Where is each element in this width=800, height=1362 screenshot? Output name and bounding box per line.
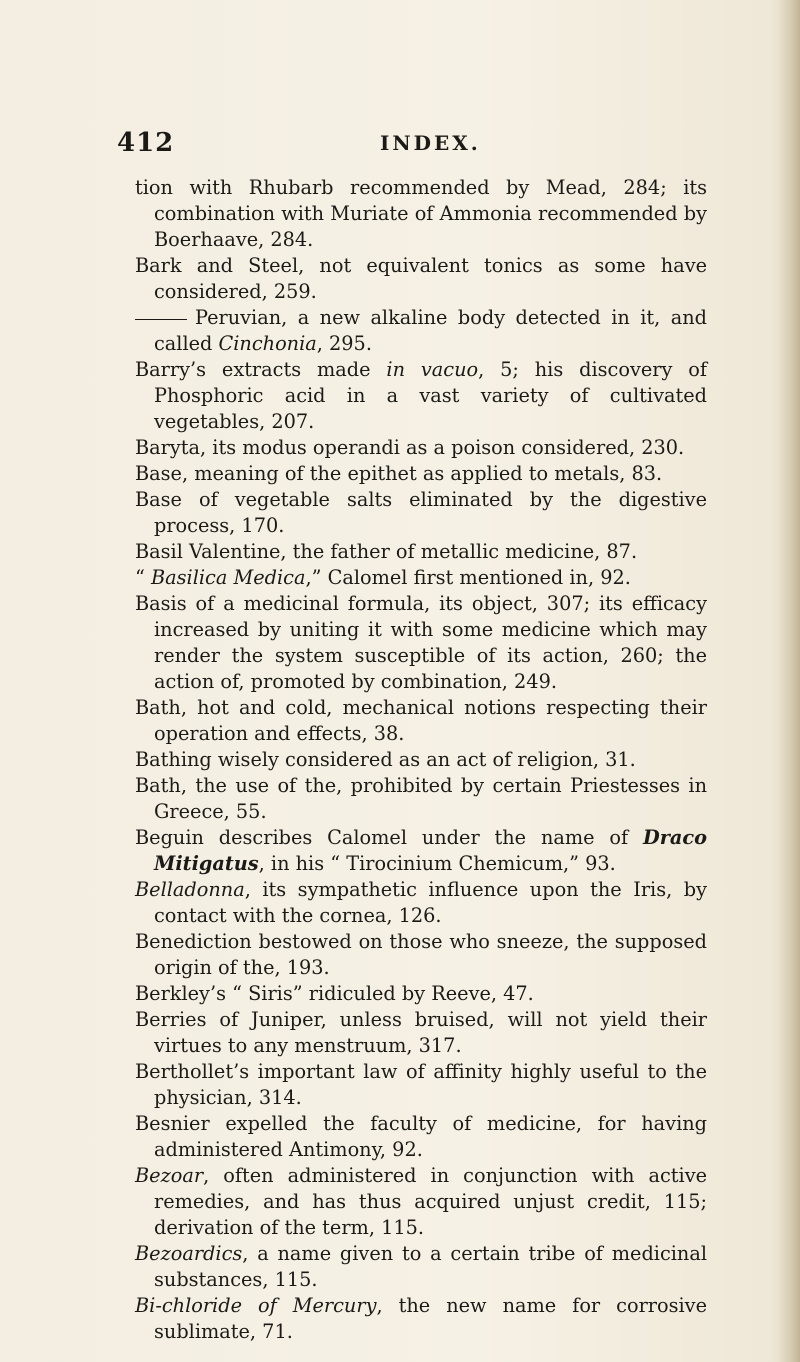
index-entry: tion with Rhubarb recommended by Mead, 284; its combination with Muriate of Ammonia recommended by Boerhaave, 284.: [135, 176, 707, 251]
entry-text: Barry’s extracts made: [135, 358, 387, 381]
entry-italic: Draco Mitigatus: [154, 826, 707, 875]
page-header: [0, 128, 800, 164]
index-entry: Baryta, its modus operandi as a poison considered, 230.: [135, 436, 685, 459]
index-entry: Basil Valentine, the father of metallic medicine, 87.: [135, 540, 638, 563]
index-entry: Base, meaning of the epithet as applied to metals, 83.: [135, 462, 663, 485]
index-entry: Base of vegetable salts eliminated by the digestive process, 170.: [135, 488, 707, 537]
index-entry: Benediction bestowed on those who sneeze, the supposed origin of the, 193.: [135, 930, 707, 979]
entry-text: , a name given to a certain tribe of medicinal substances, 115.: [154, 1242, 707, 1291]
entry-italic: Basilica Medica: [151, 566, 306, 589]
index-entry: [135, 825, 707, 877]
index-entry: Besnier expelled the faculty of medicine, for having administered Antimony, 92.: [135, 1112, 707, 1161]
entry-text: Beguin describes Calomel under the name of: [135, 826, 644, 849]
index-entry: Berthollet’s important law of affinity highly useful to the physician, 314.: [135, 1060, 707, 1109]
index-entry: Basis of a medicinal formula, its object, 307; its efficacy increased by uniting it with some medicine which may render the system susceptible of its action, 260; the action of, promoted by combination, 249.: [135, 592, 707, 693]
index-entry: [135, 1241, 707, 1293]
index-entry: [135, 1163, 707, 1241]
entry-italic: Bi-chloride of Mercury: [135, 1294, 377, 1317]
index-entry: Berries of Juniper, unless bruised, will not yield their virtues to any menstruum, 317.: [135, 1008, 707, 1057]
entry-italic: in vacuo: [386, 358, 479, 381]
index-entry: [135, 877, 707, 929]
entry-text: , its sympathetic influence upon the Iris, by contact with the cornea, 126.: [154, 878, 707, 927]
index-entry: [135, 565, 707, 591]
index-entry: Bark and Steel, not equivalent tonics as some have considered, 259.: [135, 254, 707, 303]
entry-text: ,” Calomel first mentioned in, 92.: [305, 566, 631, 589]
entry-text: , 295.: [316, 332, 372, 355]
index-entry: Bath, hot and cold, mechanical notions respecting their operation and effects, 38.: [135, 696, 707, 745]
running-title: INDEX.: [380, 131, 481, 155]
index-entry: [135, 357, 707, 435]
entry-text: Peruvian, a new alkaline body detected in it, and called: [154, 306, 707, 355]
index-entry: [135, 1293, 707, 1345]
entry-text: , 5; his discovery of Phosphoric acid in a vast variety of cultivated vegetables, 207.: [154, 358, 707, 433]
page-edge-shadow: [778, 0, 800, 1362]
entry-text: , in his “ Tirocinium Chemicum,” 93.: [258, 852, 616, 875]
entry-text: “: [135, 566, 151, 589]
entry-italic: Bezoar: [135, 1164, 204, 1187]
entry-italic: Belladonna: [135, 878, 245, 901]
index-entry: Berkley’s “ Siris” ridiculed by Reeve, 47.: [135, 982, 534, 1005]
entry-italic: Cinchonia: [218, 332, 317, 355]
repeat-dash: [135, 319, 187, 320]
entry-text: , often administered in conjunction with active remedies, and has thus acquired unjust credit, 115; derivation of the term, 115.: [154, 1164, 707, 1239]
index-entry: Bathing wisely considered as an act of religion, 31.: [135, 748, 636, 771]
index-entry: Bath, the use of the, prohibited by certain Priestesses in Greece, 55.: [135, 774, 707, 823]
entry-italic: Bezoardics: [135, 1242, 243, 1265]
page-number: 412: [117, 128, 175, 158]
entry-text: , the new name for corrosive sublimate, 71.: [154, 1294, 707, 1343]
index-entries: [135, 175, 707, 1345]
index-subentry: [135, 305, 707, 357]
